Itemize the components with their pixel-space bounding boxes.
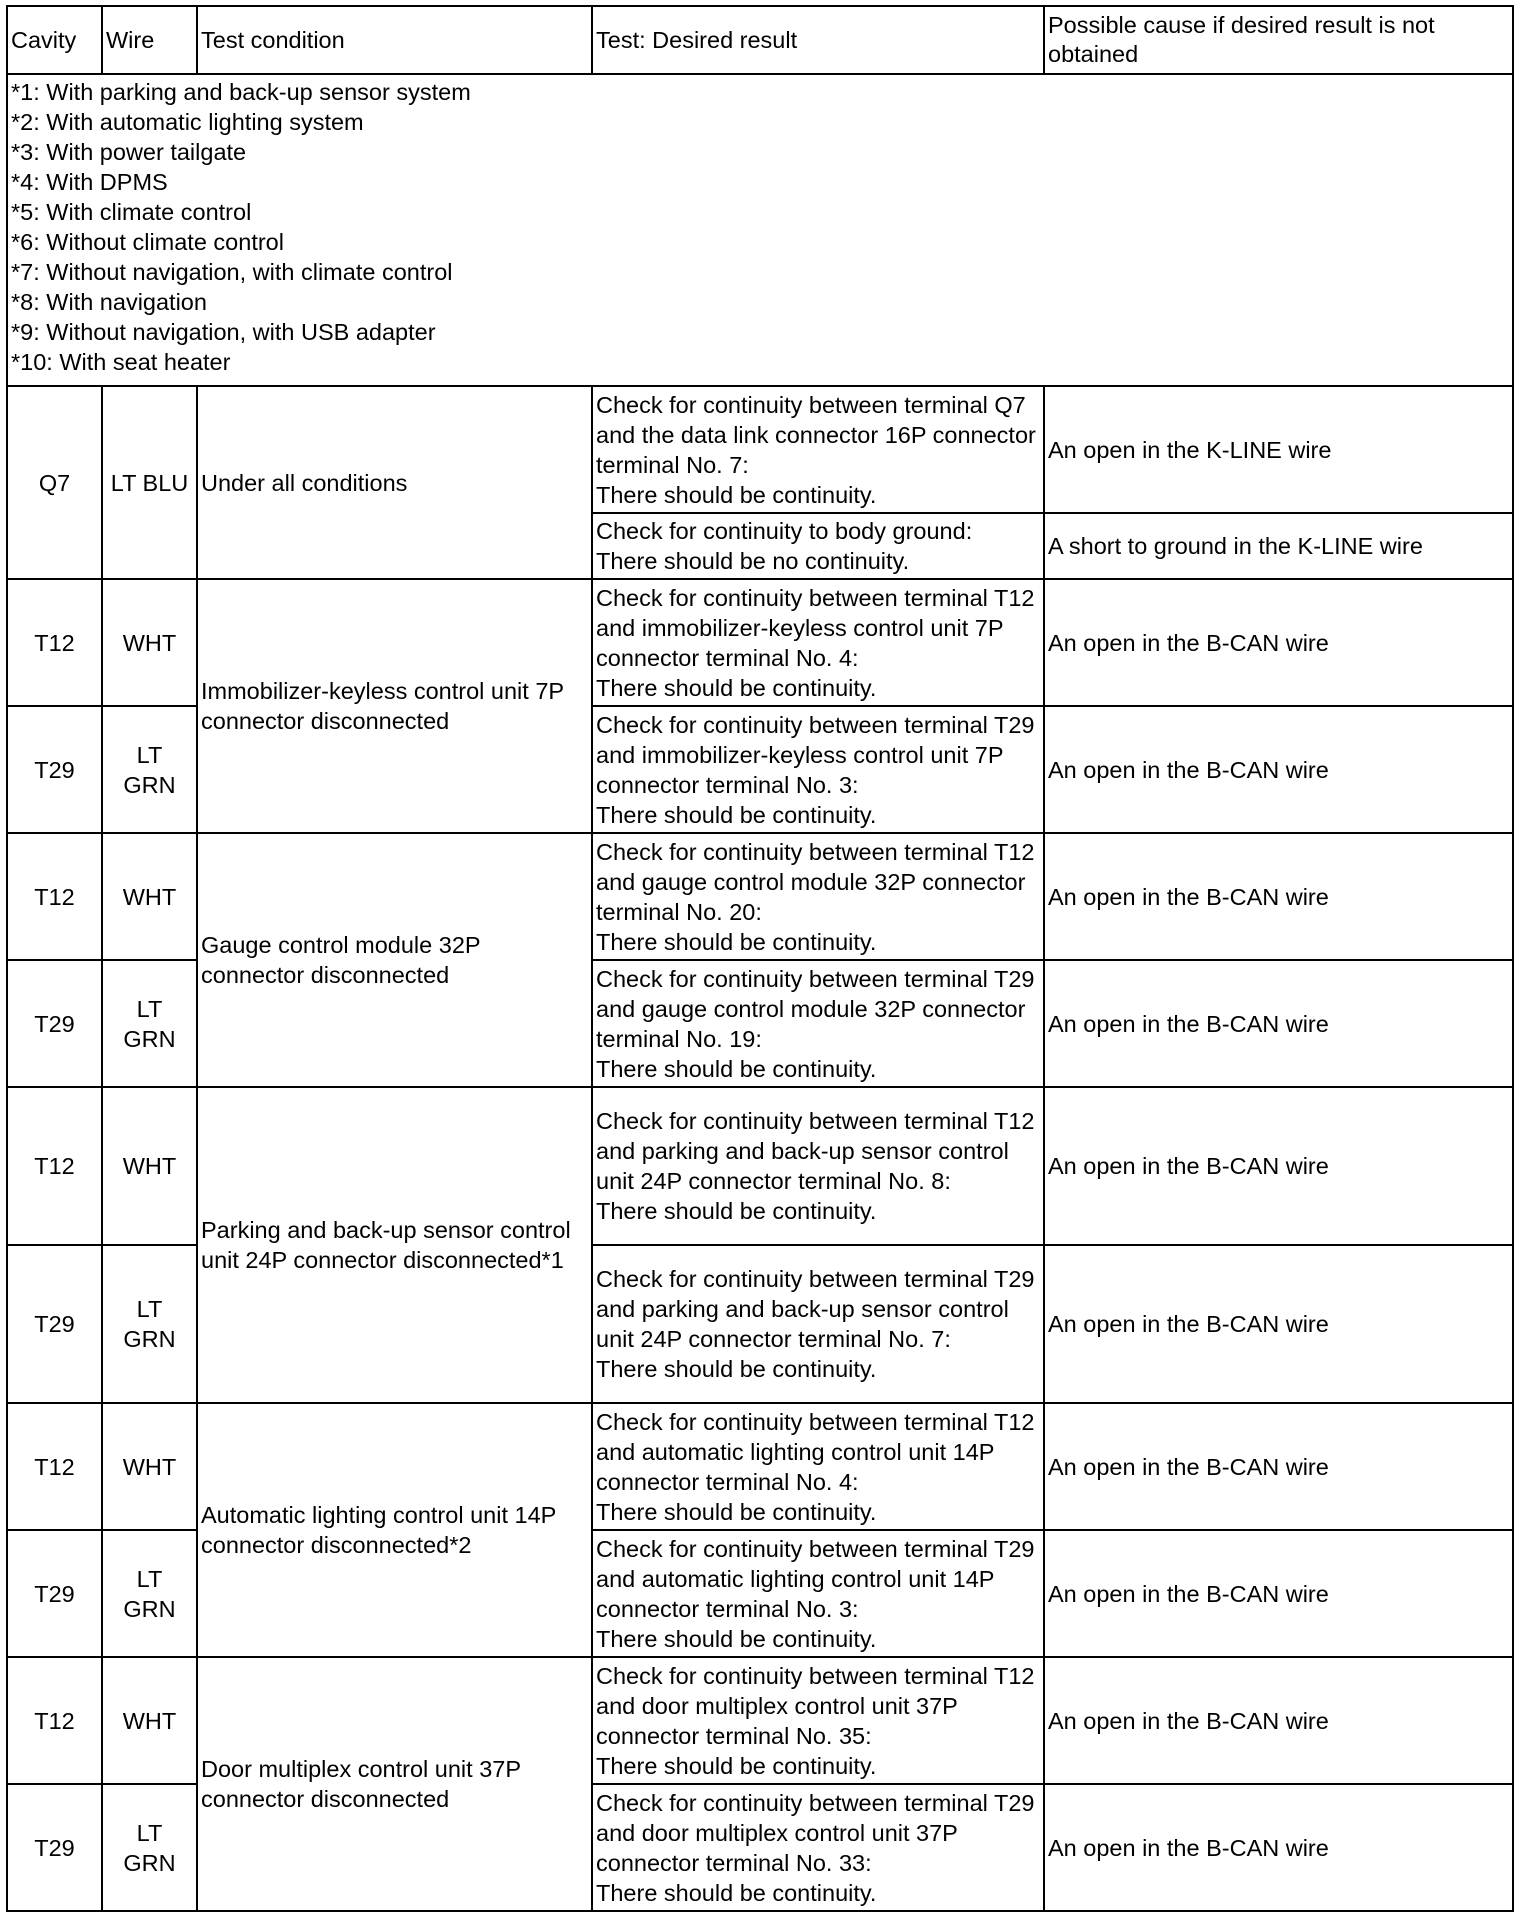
possible-cause-cell: An open in the B-CAN wire — [1044, 1403, 1513, 1530]
desired-result-cell: Check for continuity between terminal T12 and automatic lighting control unit 14P connector terminal No. 4: There should be continuity. — [592, 1403, 1044, 1530]
desired-result-cell: Check for continuity between terminal T29 and immobilizer-keyless control unit 7P connector terminal No. 3: There should be continuity. — [592, 706, 1044, 833]
cavity-cell: T12 — [7, 579, 102, 706]
desired-result-cell: Check for continuity to body ground: There should be no continuity. — [592, 513, 1044, 579]
wire-cell: LT GRN — [102, 960, 197, 1087]
cavity-cell: T29 — [7, 706, 102, 833]
note-line: *4: With DPMS — [11, 169, 168, 195]
desired-result-cell: Check for continuity between terminal T12 and gauge control module 32P connector terminal No. 20: There should be continuity. — [592, 833, 1044, 960]
wire-cell: LT GRN — [102, 1784, 197, 1911]
test-condition-cell: Gauge control module 32P connector disconnected — [197, 833, 592, 1087]
note-line: *3: With power tailgate — [11, 139, 247, 165]
note-line: *8: With navigation — [11, 289, 207, 315]
header-test-condition: Test condition — [197, 6, 592, 74]
possible-cause-cell: An open in the B-CAN wire — [1044, 1784, 1513, 1911]
cavity-cell: T12 — [7, 1403, 102, 1530]
note-line: *5: With climate control — [11, 199, 252, 225]
desired-result-cell: Check for continuity between terminal T29 and gauge control module 32P connector terminal No. 19: There should be continuity. — [592, 960, 1044, 1087]
possible-cause-cell: An open in the B-CAN wire — [1044, 1530, 1513, 1657]
wire-cell: LT BLU — [102, 386, 197, 579]
header-cavity: Cavity — [7, 6, 102, 74]
desired-result-cell: Check for continuity between terminal T29 and automatic lighting control unit 14P connector terminal No. 3: There should be continuity. — [592, 1530, 1044, 1657]
desired-result-cell: Check for continuity between terminal T29 and door multiplex control unit 37P connector terminal No. 33: There should be continuity. — [592, 1784, 1044, 1911]
cavity-cell: Q7 — [7, 386, 102, 579]
desired-result-cell: Check for continuity between terminal T29 and parking and back-up sensor control unit 24P connector terminal No. 7: There should be continuity. — [592, 1245, 1044, 1403]
header-row — [7, 6, 1513, 74]
desired-result-cell: Check for continuity between terminal T12 and door multiplex control unit 37P connector terminal No. 35: There should be continuity. — [592, 1657, 1044, 1784]
note-line: *6: Without climate control — [11, 229, 284, 255]
wire-cell: LT GRN — [102, 1245, 197, 1403]
wire-cell: WHT — [102, 1403, 197, 1530]
cavity-cell: T12 — [7, 833, 102, 960]
test-condition-cell: Parking and back-up sensor control unit 24P connector disconnected*1 — [197, 1087, 592, 1403]
wire-cell: WHT — [102, 579, 197, 706]
table-row — [7, 1087, 1513, 1245]
notes-row — [7, 74, 1513, 386]
test-condition-cell: Automatic lighting control unit 14P connector disconnected*2 — [197, 1403, 592, 1657]
header-wire: Wire — [102, 6, 197, 74]
possible-cause-cell: An open in the B-CAN wire — [1044, 706, 1513, 833]
possible-cause-cell: An open in the B-CAN wire — [1044, 579, 1513, 706]
test-condition-cell: Immobilizer-keyless control unit 7P connector disconnected — [197, 579, 592, 833]
possible-cause-cell: An open in the B-CAN wire — [1044, 960, 1513, 1087]
desired-result-cell: Check for continuity between terminal T12 and parking and back-up sensor control unit 24P connector terminal No. 8: There should be continuity. — [592, 1087, 1044, 1245]
table-row — [7, 579, 1513, 706]
note-line: *1: With parking and back-up sensor system — [11, 79, 471, 105]
table-row — [7, 833, 1513, 960]
table-row — [7, 1403, 1513, 1530]
note-line: *9: Without navigation, with USB adapter — [11, 319, 436, 345]
possible-cause-cell: An open in the B-CAN wire — [1044, 1657, 1513, 1784]
cavity-cell: T29 — [7, 1784, 102, 1911]
cavity-cell: T29 — [7, 1245, 102, 1403]
diagnostic-table — [6, 5, 1514, 1912]
wire-cell: LT GRN — [102, 706, 197, 833]
desired-result-cell: Check for continuity between terminal T12 and immobilizer-keyless control unit 7P connector terminal No. 4: There should be continuity. — [592, 579, 1044, 706]
header-possible-cause: Possible cause if desired result is not obtained — [1044, 6, 1513, 74]
note-line: *7: Without navigation, with climate control — [11, 259, 453, 285]
wire-cell: WHT — [102, 1087, 197, 1245]
possible-cause-cell: A short to ground in the K-LINE wire — [1044, 513, 1513, 579]
wire-cell: WHT — [102, 1657, 197, 1784]
cavity-cell: T29 — [7, 960, 102, 1087]
header-desired-result: Test: Desired result — [592, 6, 1044, 74]
cavity-cell: T12 — [7, 1087, 102, 1245]
table-row — [7, 1657, 1513, 1784]
notes-cell — [7, 74, 1513, 386]
test-condition-cell: Under all conditions — [197, 386, 592, 579]
wire-cell: WHT — [102, 833, 197, 960]
desired-result-cell: Check for continuity between terminal Q7 and the data link connector 16P connector terminal No. 7: There should be continuity. — [592, 386, 1044, 513]
possible-cause-cell: An open in the B-CAN wire — [1044, 1245, 1513, 1403]
possible-cause-cell: An open in the B-CAN wire — [1044, 833, 1513, 960]
cavity-cell: T29 — [7, 1530, 102, 1657]
test-condition-cell: Door multiplex control unit 37P connector disconnected — [197, 1657, 592, 1911]
wire-cell: LT GRN — [102, 1530, 197, 1657]
table-row — [7, 386, 1513, 513]
possible-cause-cell: An open in the K-LINE wire — [1044, 386, 1513, 513]
cavity-cell: T12 — [7, 1657, 102, 1784]
note-line: *10: With seat heater — [11, 349, 231, 375]
note-line: *2: With automatic lighting system — [11, 109, 364, 135]
possible-cause-cell: An open in the B-CAN wire — [1044, 1087, 1513, 1245]
